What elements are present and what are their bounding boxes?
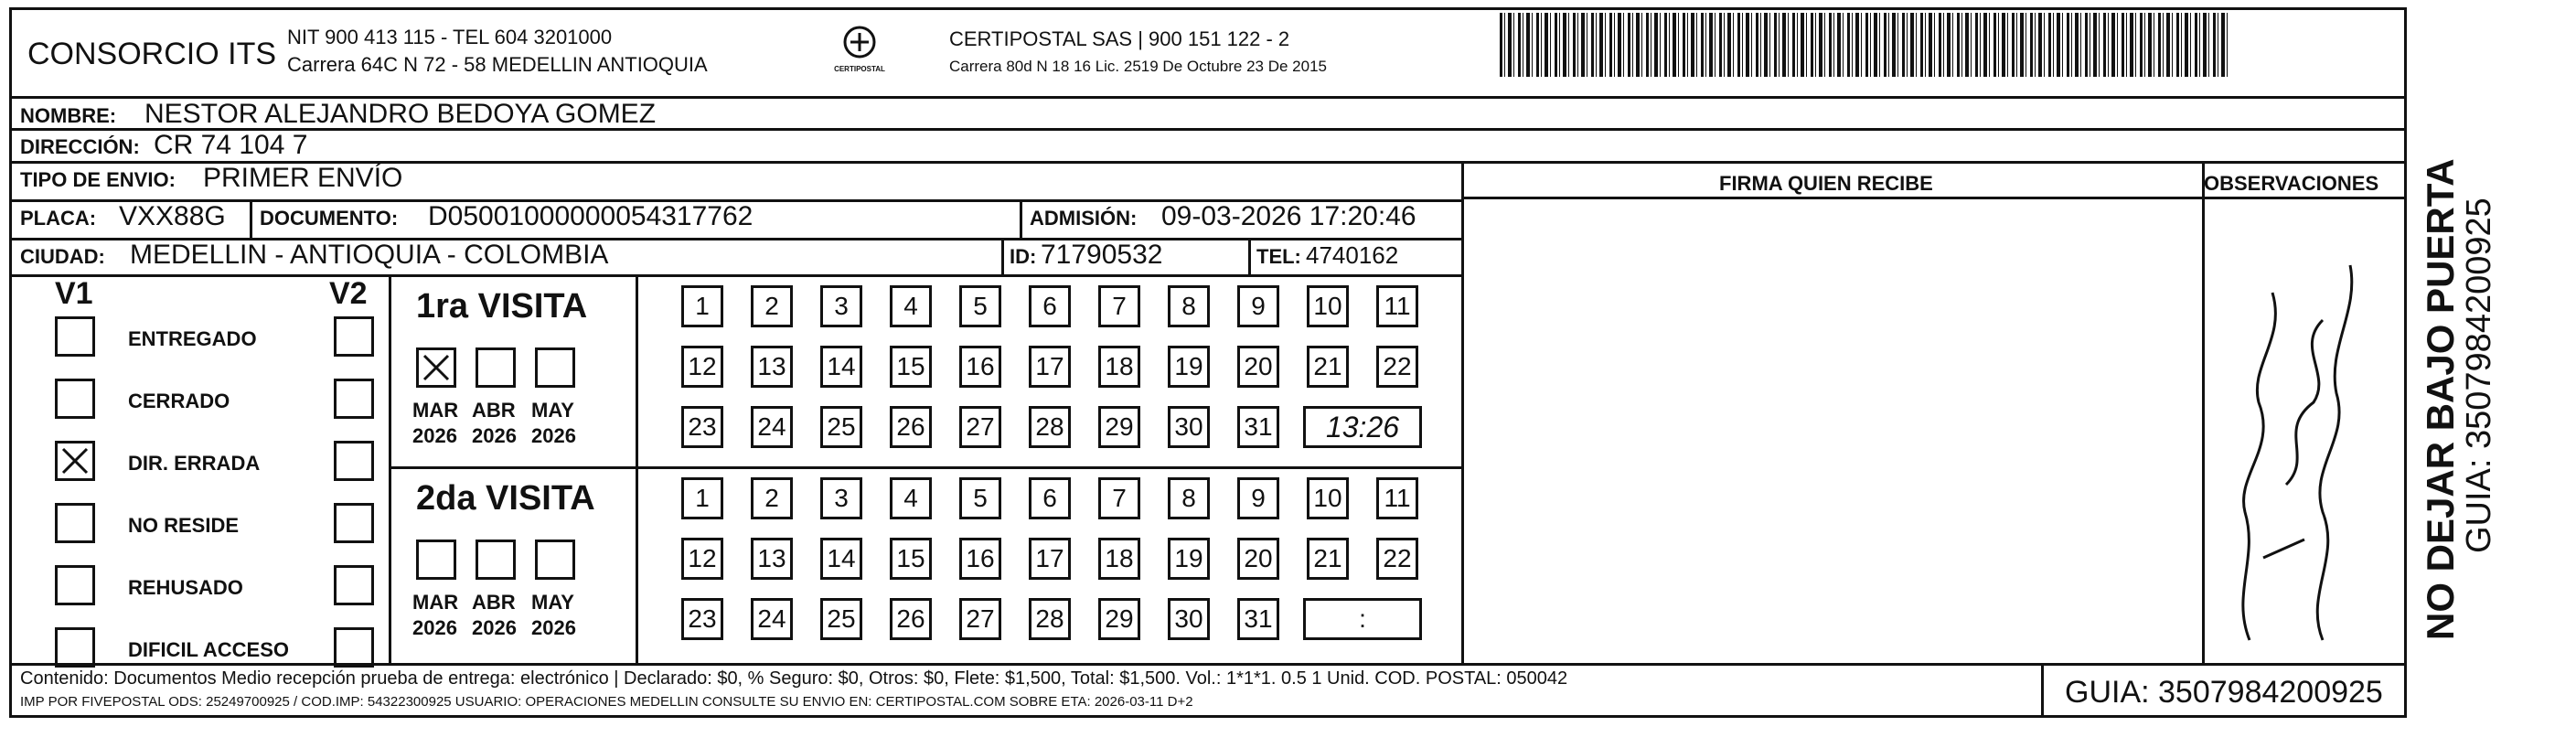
tel-value: 4740162 bbox=[1306, 241, 1399, 269]
id-label: ID: bbox=[1010, 245, 1037, 268]
day-box[interactable]: 23 bbox=[681, 598, 723, 640]
day-box[interactable]: 27 bbox=[959, 598, 1001, 640]
day-box[interactable]: 11 bbox=[1376, 285, 1418, 327]
v1-checkbox[interactable] bbox=[55, 565, 95, 605]
company-name: CONSORCIO ITS bbox=[27, 37, 277, 71]
day-box[interactable]: 15 bbox=[890, 346, 932, 388]
day-box[interactable]: 28 bbox=[1029, 598, 1071, 640]
check-x-icon bbox=[419, 350, 454, 385]
v2-header: V2 bbox=[329, 276, 368, 311]
day-box[interactable]: 4 bbox=[890, 285, 932, 327]
day-box[interactable]: 3 bbox=[820, 477, 862, 519]
day-box[interactable]: 8 bbox=[1168, 477, 1210, 519]
v1-checkbox[interactable] bbox=[55, 316, 95, 357]
status-label: DIR. ERRADA bbox=[128, 452, 261, 475]
carrier-address: Carrera 80d N 18 16 Lic. 2519 De Octubre 23 De 2015 bbox=[949, 58, 1327, 75]
day-box[interactable]: 22 bbox=[1376, 346, 1418, 388]
v1-checkbox[interactable] bbox=[55, 441, 95, 481]
side-guia: GUIA: 3507984200925 bbox=[2460, 198, 2498, 553]
divider bbox=[1248, 238, 1251, 274]
divider bbox=[2041, 663, 2044, 718]
time-box[interactable]: : bbox=[1303, 598, 1422, 640]
ciudad-value: MEDELLIN - ANTIOQUIA - COLOMBIA bbox=[130, 240, 609, 270]
day-box[interactable]: 25 bbox=[820, 406, 862, 448]
observaciones-column-header: OBSERVACIONES bbox=[2204, 172, 2379, 195]
divider bbox=[2202, 161, 2205, 666]
company-address: Carrera 64C N 72 - 58 MEDELLIN ANTIOQUIA bbox=[287, 53, 708, 76]
year-label: 2026 bbox=[412, 616, 457, 639]
day-box[interactable]: 7 bbox=[1098, 285, 1140, 327]
v2-checkbox[interactable] bbox=[334, 627, 374, 668]
placa-value: VXX88G bbox=[119, 201, 226, 231]
day-box[interactable]: 22 bbox=[1376, 538, 1418, 580]
month-label: MAR bbox=[412, 399, 459, 422]
day-box[interactable]: 10 bbox=[1307, 477, 1349, 519]
day-box[interactable]: 26 bbox=[890, 406, 932, 448]
documento-value: D05001000000054317762 bbox=[428, 201, 754, 231]
placa-label: PLACA: bbox=[20, 207, 97, 230]
month-checkbox[interactable] bbox=[535, 540, 575, 580]
v1-checkbox[interactable] bbox=[55, 379, 95, 419]
divider bbox=[250, 199, 252, 238]
day-box[interactable]: 14 bbox=[820, 346, 862, 388]
day-box[interactable]: 16 bbox=[959, 346, 1001, 388]
v1-checkbox[interactable] bbox=[55, 503, 95, 543]
month-checkbox[interactable] bbox=[476, 347, 516, 388]
status-label: ENTREGADO bbox=[128, 327, 257, 350]
nombre-value: NESTOR ALEJANDRO BEDOYA GOMEZ bbox=[144, 99, 657, 129]
day-box[interactable]: 12 bbox=[681, 538, 723, 580]
direccion-value: CR 74 104 7 bbox=[154, 130, 308, 160]
imp-text: IMP POR FIVEPOSTAL ODS: 25249700925 / COD.IMP: 54322300925 USUARIO: OPERACIONES MEDELLIN CONSULTE SU ENVIO EN: CERTIPOSTAL.COM SOBRE ETA: 2026-03-11 D+2 bbox=[20, 694, 1193, 710]
day-box[interactable]: 11 bbox=[1376, 477, 1418, 519]
contenido-text: Contenido: Documentos Medio recepción prueba de entrega: electrónico | Declarado: $0, % Seguro: $0, Otros: $0, Flete: $1,500, Total: $1,500. Vol.: 1*1*1. 0.5 1 Unid. COD. POSTAL: 050042 bbox=[20, 668, 1568, 689]
month-checkbox[interactable] bbox=[416, 347, 456, 388]
day-box[interactable]: 13 bbox=[751, 346, 793, 388]
day-box[interactable]: 17 bbox=[1029, 538, 1071, 580]
day-box[interactable]: 29 bbox=[1098, 406, 1140, 448]
day-box[interactable]: 4 bbox=[890, 477, 932, 519]
day-box[interactable]: 18 bbox=[1098, 346, 1140, 388]
nombre-label: NOMBRE: bbox=[20, 104, 117, 127]
no-dejar-bajo-puerta: NO DEJAR BAJO PUERTA bbox=[2419, 158, 2462, 640]
day-box[interactable]: 14 bbox=[820, 538, 862, 580]
divider bbox=[1461, 161, 1464, 666]
day-box[interactable]: 5 bbox=[959, 285, 1001, 327]
month-label: MAY bbox=[531, 399, 574, 422]
firma-column-header: FIRMA QUIEN RECIBE bbox=[1719, 172, 1933, 195]
day-box[interactable]: 21 bbox=[1307, 346, 1349, 388]
month-checkbox[interactable] bbox=[476, 540, 516, 580]
year-label: 2026 bbox=[472, 424, 517, 447]
month-label: ABR bbox=[472, 591, 516, 614]
documento-label: DOCUMENTO: bbox=[260, 207, 399, 230]
month-label: ABR bbox=[472, 399, 516, 422]
day-box[interactable]: 20 bbox=[1237, 346, 1279, 388]
status-label: NO RESIDE bbox=[128, 514, 240, 537]
divider bbox=[9, 128, 2407, 131]
day-box[interactable]: 17 bbox=[1029, 346, 1071, 388]
id-value: 71790532 bbox=[1041, 240, 1163, 270]
status-label: CERRADO bbox=[128, 390, 230, 412]
admision-label: ADMISIÓN: bbox=[1030, 207, 1138, 230]
day-box[interactable]: 31 bbox=[1237, 598, 1279, 640]
day-box[interactable]: 29 bbox=[1098, 598, 1140, 640]
divider bbox=[636, 274, 638, 663]
month-label: MAY bbox=[531, 591, 574, 614]
certipostal-logo-icon bbox=[841, 24, 878, 60]
v2-checkbox[interactable] bbox=[334, 503, 374, 543]
v2-checkbox[interactable] bbox=[334, 316, 374, 357]
status-label: DIFICIL ACCESO bbox=[128, 638, 290, 661]
admision-value: 09-03-2026 17:20:46 bbox=[1161, 201, 1416, 231]
day-box[interactable]: 27 bbox=[959, 406, 1001, 448]
day-box[interactable]: 19 bbox=[1168, 538, 1210, 580]
month-checkbox[interactable] bbox=[416, 540, 456, 580]
day-box[interactable]: 7 bbox=[1098, 477, 1140, 519]
v1-header: V1 bbox=[55, 276, 93, 311]
day-box[interactable]: 2 bbox=[751, 285, 793, 327]
day-box[interactable]: 13 bbox=[751, 538, 793, 580]
day-box[interactable]: 16 bbox=[959, 538, 1001, 580]
certipostal-logo bbox=[828, 24, 892, 79]
divider bbox=[1461, 197, 2407, 199]
tipo-envio-label: TIPO DE ENVIO: bbox=[20, 168, 176, 191]
divider bbox=[9, 274, 1463, 277]
day-box[interactable]: 9 bbox=[1237, 285, 1279, 327]
v2-checkbox[interactable] bbox=[334, 441, 374, 481]
year-label: 2026 bbox=[531, 424, 576, 447]
day-box[interactable]: 9 bbox=[1237, 477, 1279, 519]
v2-checkbox[interactable] bbox=[334, 379, 374, 419]
day-box[interactable]: 1 bbox=[681, 285, 723, 327]
day-box[interactable]: 21 bbox=[1307, 538, 1349, 580]
visit-title: 2da VISITA bbox=[416, 479, 595, 518]
status-label: REHUSADO bbox=[128, 576, 243, 599]
v1-checkbox[interactable] bbox=[55, 627, 95, 668]
day-box[interactable]: 20 bbox=[1237, 538, 1279, 580]
visit-title: 1ra VISITA bbox=[416, 287, 588, 326]
day-box[interactable]: 6 bbox=[1029, 477, 1071, 519]
divider bbox=[389, 466, 1463, 469]
year-label: 2026 bbox=[472, 616, 517, 639]
day-box[interactable]: 30 bbox=[1168, 406, 1210, 448]
day-box[interactable]: 1 bbox=[681, 477, 723, 519]
day-box[interactable]: 10 bbox=[1307, 285, 1349, 327]
ciudad-label: CIUDAD: bbox=[20, 245, 105, 268]
day-box[interactable]: 25 bbox=[820, 598, 862, 640]
check-x-icon bbox=[58, 443, 92, 478]
day-box[interactable]: 28 bbox=[1029, 406, 1071, 448]
time-box[interactable]: 13:26 bbox=[1303, 406, 1422, 448]
handwritten-signature bbox=[2222, 210, 2382, 649]
nit-line: NIT 900 413 115 - TEL 604 3201000 bbox=[287, 26, 613, 48]
tel-label: TEL: bbox=[1256, 245, 1301, 268]
direccion-label: DIRECCIÓN: bbox=[20, 135, 140, 158]
day-box[interactable]: 12 bbox=[681, 346, 723, 388]
day-box[interactable]: 23 bbox=[681, 406, 723, 448]
year-label: 2026 bbox=[531, 616, 576, 639]
month-label: MAR bbox=[412, 591, 459, 614]
day-box[interactable]: 3 bbox=[820, 285, 862, 327]
carrier-line: CERTIPOSTAL SAS | 900 151 122 - 2 bbox=[949, 27, 1290, 50]
guia-footer: GUIA: 3507984200925 bbox=[2065, 675, 2383, 710]
day-box[interactable]: 26 bbox=[890, 598, 932, 640]
logo-text: CERTIPOSTAL bbox=[834, 65, 885, 73]
day-box[interactable]: 6 bbox=[1029, 285, 1071, 327]
day-box[interactable]: 19 bbox=[1168, 346, 1210, 388]
day-box[interactable]: 5 bbox=[959, 477, 1001, 519]
month-checkbox[interactable] bbox=[535, 347, 575, 388]
day-box[interactable]: 30 bbox=[1168, 598, 1210, 640]
day-box[interactable]: 8 bbox=[1168, 285, 1210, 327]
day-box[interactable]: 31 bbox=[1237, 406, 1279, 448]
divider bbox=[1020, 199, 1022, 238]
tipo-envio-value: PRIMER ENVÍO bbox=[203, 163, 403, 193]
day-box[interactable]: 15 bbox=[890, 538, 932, 580]
day-box[interactable]: 2 bbox=[751, 477, 793, 519]
year-label: 2026 bbox=[412, 424, 457, 447]
barcode bbox=[1500, 13, 2231, 77]
day-box[interactable]: 18 bbox=[1098, 538, 1140, 580]
day-box[interactable]: 24 bbox=[751, 406, 793, 448]
v2-checkbox[interactable] bbox=[334, 565, 374, 605]
day-box[interactable]: 24 bbox=[751, 598, 793, 640]
divider bbox=[1001, 238, 1004, 274]
